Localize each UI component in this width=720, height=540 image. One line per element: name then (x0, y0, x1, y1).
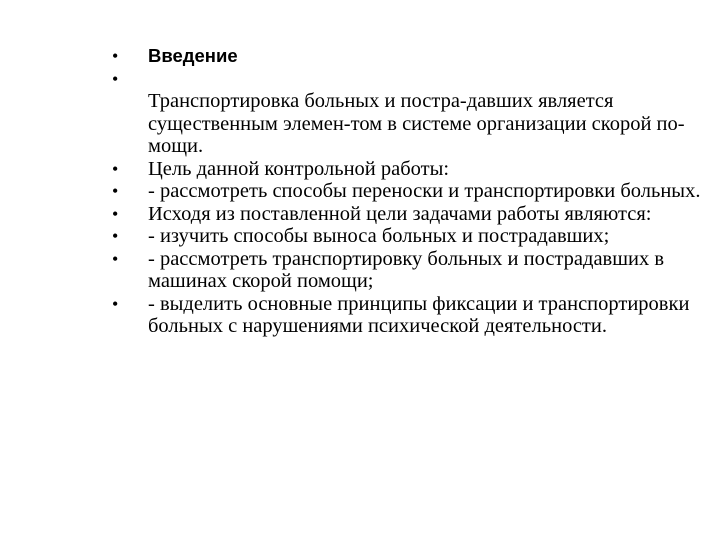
list-item-text: Транспортировка больных и постра-давших является существенным элемен-том в системе организации скорой по-мощи. (148, 90, 685, 157)
bullet-icon: • (112, 203, 119, 224)
bullet-icon: • (112, 248, 119, 269)
empty-bullet-text (148, 68, 702, 91)
list-item-text: - выделить основные принципы фиксации и транспортировки больных с нарушениями психической деятельности. (148, 292, 690, 337)
list-item (112, 90, 702, 158)
list-item (112, 248, 702, 293)
list-item-intro-heading (112, 45, 702, 68)
list-item-text: - рассмотреть транспортировку больных и пострадавших в машинах скорой помощи; (148, 247, 665, 292)
list-item-text: - рассмотреть способы переноски и транспортировки больных. (148, 180, 701, 202)
list-item (112, 225, 702, 248)
bullet-icon: • (112, 226, 119, 246)
list-item (112, 293, 702, 338)
list-item (112, 180, 702, 203)
list-item-empty (112, 68, 702, 91)
list-item (112, 158, 702, 181)
bullet-icon: • (112, 293, 119, 314)
bullet-icon: • (112, 46, 119, 66)
list-item-text: Цель данной контрольной работы: (148, 157, 450, 180)
bullet-icon: • (112, 68, 119, 89)
list-item-text: Исходя из поставленной цели задачами работы являются: (148, 202, 652, 225)
bullet-icon: • (112, 158, 119, 179)
list-item-text: - изучить способы выноса больных и пострадавших; (148, 225, 610, 247)
list-item (112, 203, 702, 226)
bullet-icon: • (112, 181, 119, 201)
bullet-list (112, 45, 702, 338)
intro-heading: Введение (148, 45, 238, 66)
